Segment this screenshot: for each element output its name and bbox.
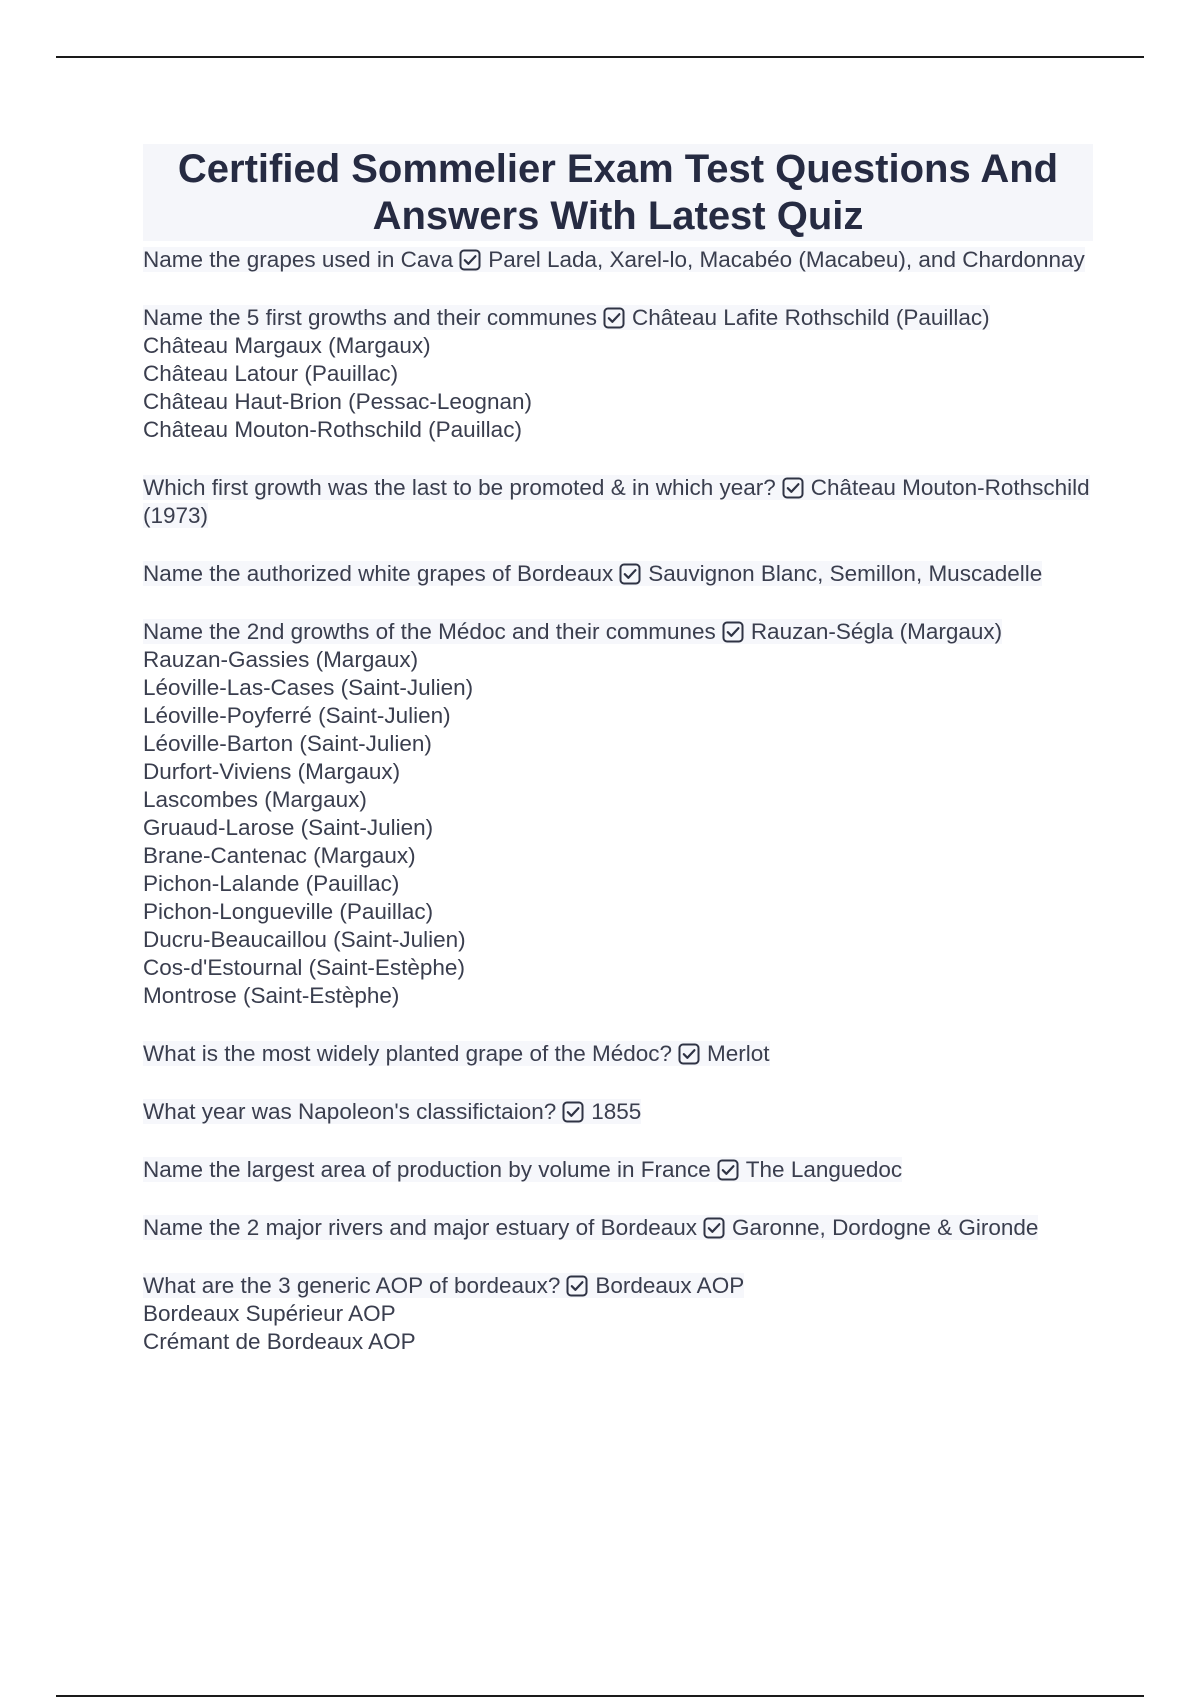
answer-line: Château Margaux (Margaux) [143,333,431,358]
answer-line: Brane-Cantenac (Margaux) [143,843,416,868]
question-text: Name the 2nd growths of the Médoc and their communes [143,619,716,644]
answer-text: Parel Lada, Xarel-lo, Macabéo (Macabeu), and Chardonnay [488,247,1085,272]
answer-text: The Languedoc [745,1157,903,1182]
qa-item [143,1156,1093,1184]
question-text: What is the most widely planted grape of the Médoc? [143,1041,673,1066]
checkbox-checked-icon [459,249,481,271]
checkbox-checked-icon [566,1275,588,1297]
bottom-rule [56,1695,1144,1697]
question-text: Name the authorized white grapes of Bordeaux [143,561,614,586]
answer-line: Pichon-Longueville (Pauillac) [143,899,434,924]
qa-list [143,246,1093,1356]
document-body [143,144,1093,1386]
answer-text: Bordeaux AOP [595,1273,745,1298]
qa-item [143,1040,1093,1068]
question-text: Name the 5 first growths and their communes [143,305,597,330]
answer-text: Château Lafite Rothschild (Pauillac) [631,305,990,330]
qa-item [143,618,1093,1010]
answer-line: Crémant de Bordeaux AOP [143,1329,416,1354]
answer-text: Garonne, Dordogne & Gironde [732,1215,1039,1240]
qa-item [143,1098,1093,1126]
answer-line: Château Mouton-Rothschild (Pauillac) [143,417,522,442]
checkbox-checked-icon [722,621,744,643]
checkbox-checked-icon [562,1101,584,1123]
answer-line: Rauzan-Gassies (Margaux) [143,647,419,672]
question-text: Name the 2 major rivers and major estuary of Bordeaux [143,1215,697,1240]
question-text: Name the largest area of production by volume in France [143,1157,711,1182]
answer-text: Merlot [707,1041,770,1066]
question-text: What year was Napoleon's classifictaion? [143,1099,557,1124]
qa-item [143,1272,1093,1356]
answer-line: Lascombes (Margaux) [143,787,367,812]
checkbox-checked-icon [678,1043,700,1065]
answer-line: Pichon-Lalande (Pauillac) [143,871,400,896]
checkbox-checked-icon [782,477,804,499]
answer-line: Léoville-Barton (Saint-Julien) [143,731,432,756]
question-text: What are the 3 generic AOP of bordeaux? [143,1273,561,1298]
answer-line: Durfort-Viviens (Margaux) [143,759,401,784]
qa-item [143,1214,1093,1242]
answer-line: Léoville-Las-Cases (Saint-Julien) [143,675,474,700]
answer-line: Montrose (Saint-Estèphe) [143,983,400,1008]
answer-line: Ducru-Beaucaillou (Saint-Julien) [143,927,466,952]
answer-line: Château Latour (Pauillac) [143,361,399,386]
answer-text: Château Mouton-Rothschild (1973) [143,475,1090,528]
qa-item [143,560,1093,588]
answer-line: Léoville-Poyferré (Saint-Julien) [143,703,451,728]
checkbox-checked-icon [703,1217,725,1239]
answer-text: 1855 [591,1099,642,1124]
question-text: Name the grapes used in Cava [143,247,454,272]
answer-text: Rauzan-Ségla (Margaux) [750,619,1003,644]
question-text: Which first growth was the last to be promoted & in which year? [143,475,776,500]
qa-item [143,474,1093,530]
answer-text: Sauvignon Blanc, Semillon, Muscadelle [648,561,1043,586]
top-rule [56,56,1144,58]
answer-line: Gruaud-Larose (Saint-Julien) [143,815,434,840]
qa-item [143,304,1093,444]
checkbox-checked-icon [619,563,641,585]
checkbox-checked-icon [603,307,625,329]
answer-line: Cos-d'Estournal (Saint-Estèphe) [143,955,465,980]
answer-line: Bordeaux Supérieur AOP [143,1301,396,1326]
checkbox-checked-icon [717,1159,739,1181]
qa-item [143,246,1093,274]
page-title: Certified Sommelier Exam Test Questions And Answers With Latest Quiz [143,144,1093,241]
answer-line: Château Haut-Brion (Pessac-Leognan) [143,389,532,414]
